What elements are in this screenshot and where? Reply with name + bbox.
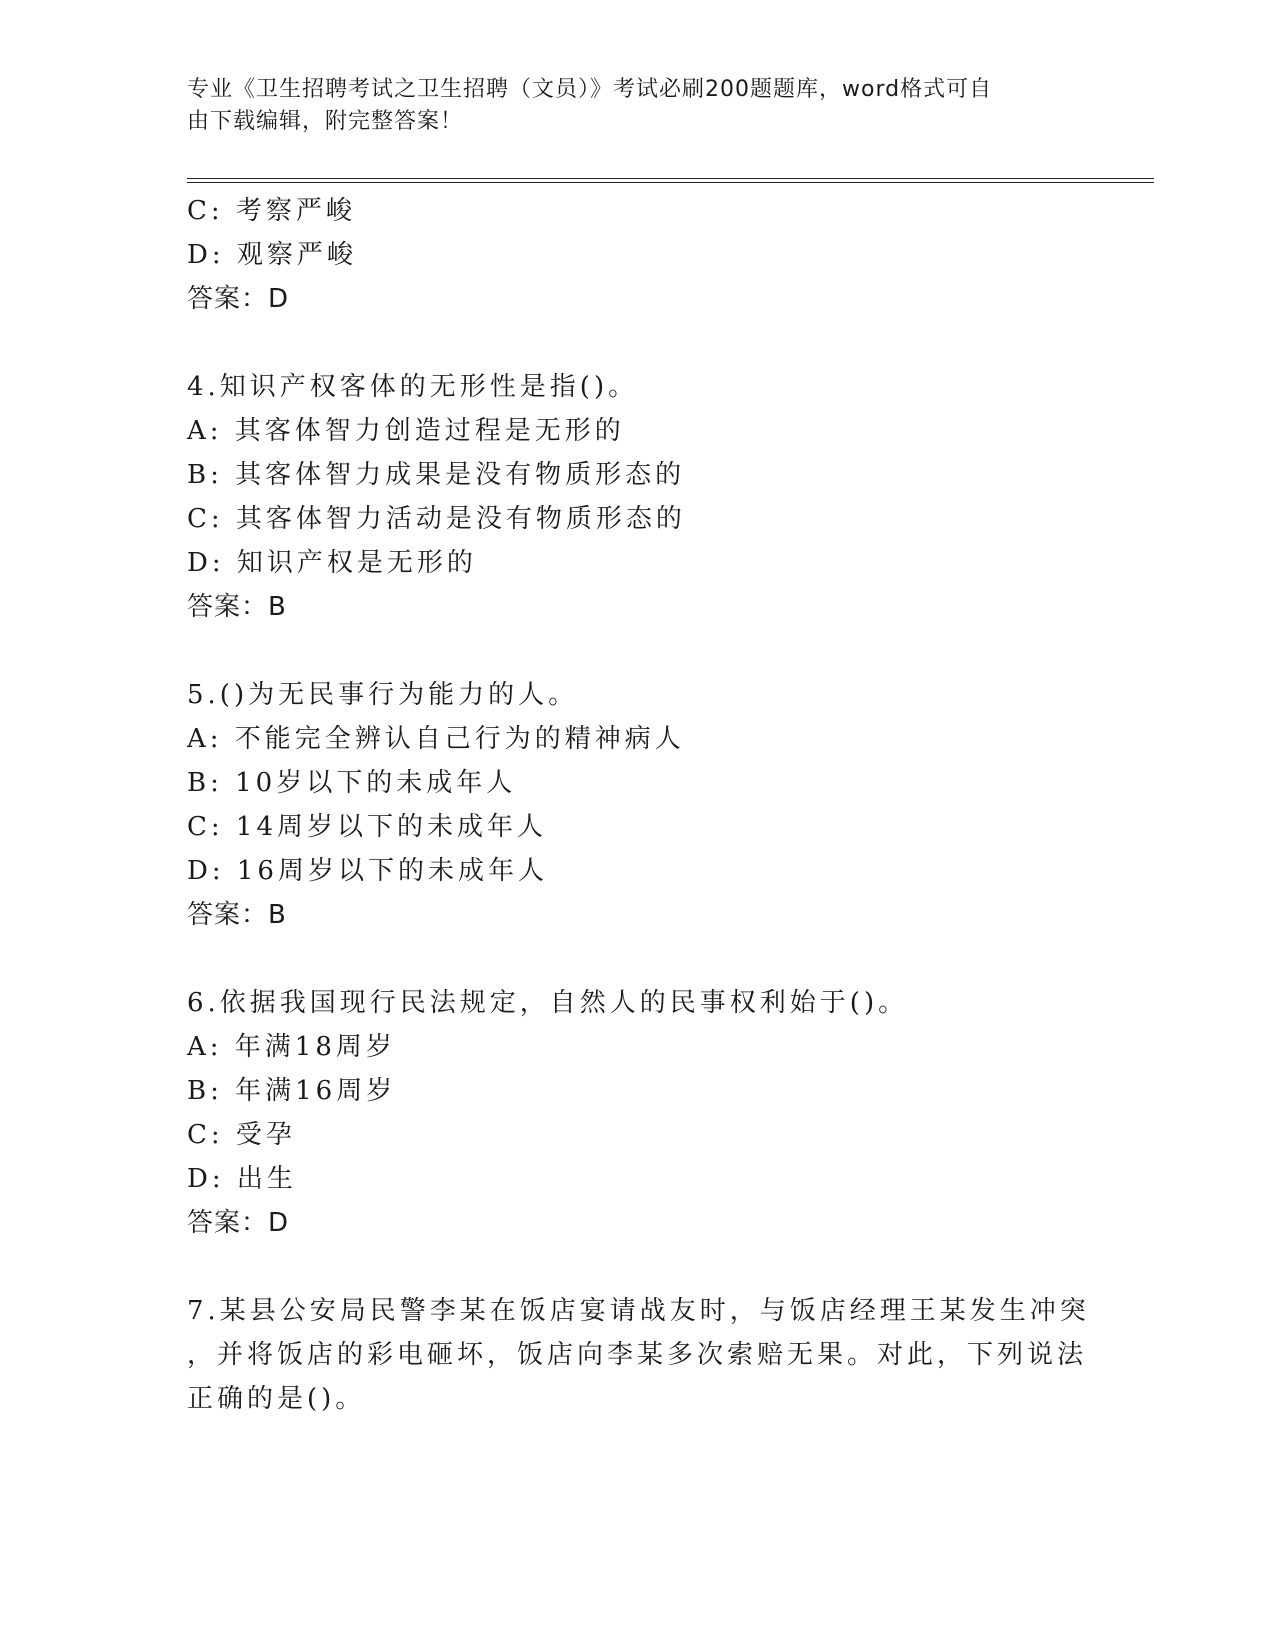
q4-answer: 答案：B [187, 592, 287, 622]
q6-stem: 6.依据我国现行民法规定，自然人的民事权利始于()。 [187, 988, 909, 1018]
q6-answer: 答案：D [187, 1208, 290, 1238]
q5-option-b: B: 10岁以下的未成年人 [187, 768, 517, 798]
q6-option-b: B: 年满16周岁 [187, 1076, 397, 1106]
q5-option-a: A: 不能完全辨认自己行为的精神病人 [187, 724, 685, 754]
q5-answer: 答案：B [187, 900, 287, 930]
document-header [187, 74, 1087, 138]
q5-stem: 5.()为无民事行为能力的人。 [187, 680, 579, 710]
q4-option-a: A: 其客体智力创造过程是无形的 [187, 416, 625, 446]
q4-option-d: D: 知识产权是无形的 [187, 548, 477, 578]
header-line-1: 专业《卫生招聘考试之卫生招聘（文员）》考试必刷200题题库，word格式可自 [187, 77, 993, 102]
header-rule-top [187, 178, 1154, 179]
q3-option-d: D: 观察严峻 [187, 240, 357, 270]
q7-stem-line-1: 7.某县公安局民警李某在饭店宴请战友时，与饭店经理王某发生冲突 [187, 1296, 1090, 1326]
q5-option-d: D: 16周岁以下的未成年人 [187, 856, 548, 886]
q6-option-d: D: 出生 [187, 1164, 297, 1194]
q3-option-c: C: 考察严峻 [187, 196, 356, 226]
header-line-2: 由下载编辑，附完整答案！ [187, 109, 464, 134]
q4-stem: 4.知识产权客体的无形性是指()。 [187, 372, 639, 402]
q6-option-c: C: 受孕 [187, 1120, 296, 1150]
header-rule-bottom [187, 182, 1154, 183]
q5-option-c: C: 14周岁以下的未成年人 [187, 812, 548, 842]
q6-option-a: A: 年满18周岁 [187, 1032, 396, 1062]
q4-option-b: B: 其客体智力成果是没有物质形态的 [187, 460, 686, 490]
q3-answer: 答案：D [187, 284, 290, 314]
q7-stem-line-2: ，并将饭店的彩电砸坏，饭店向李某多次索赔无果。对此，下列说法 [187, 1340, 1088, 1370]
q4-option-c: C: 其客体智力活动是没有物质形态的 [187, 504, 686, 534]
q7-stem-line-3: 正确的是()。 [187, 1384, 366, 1414]
